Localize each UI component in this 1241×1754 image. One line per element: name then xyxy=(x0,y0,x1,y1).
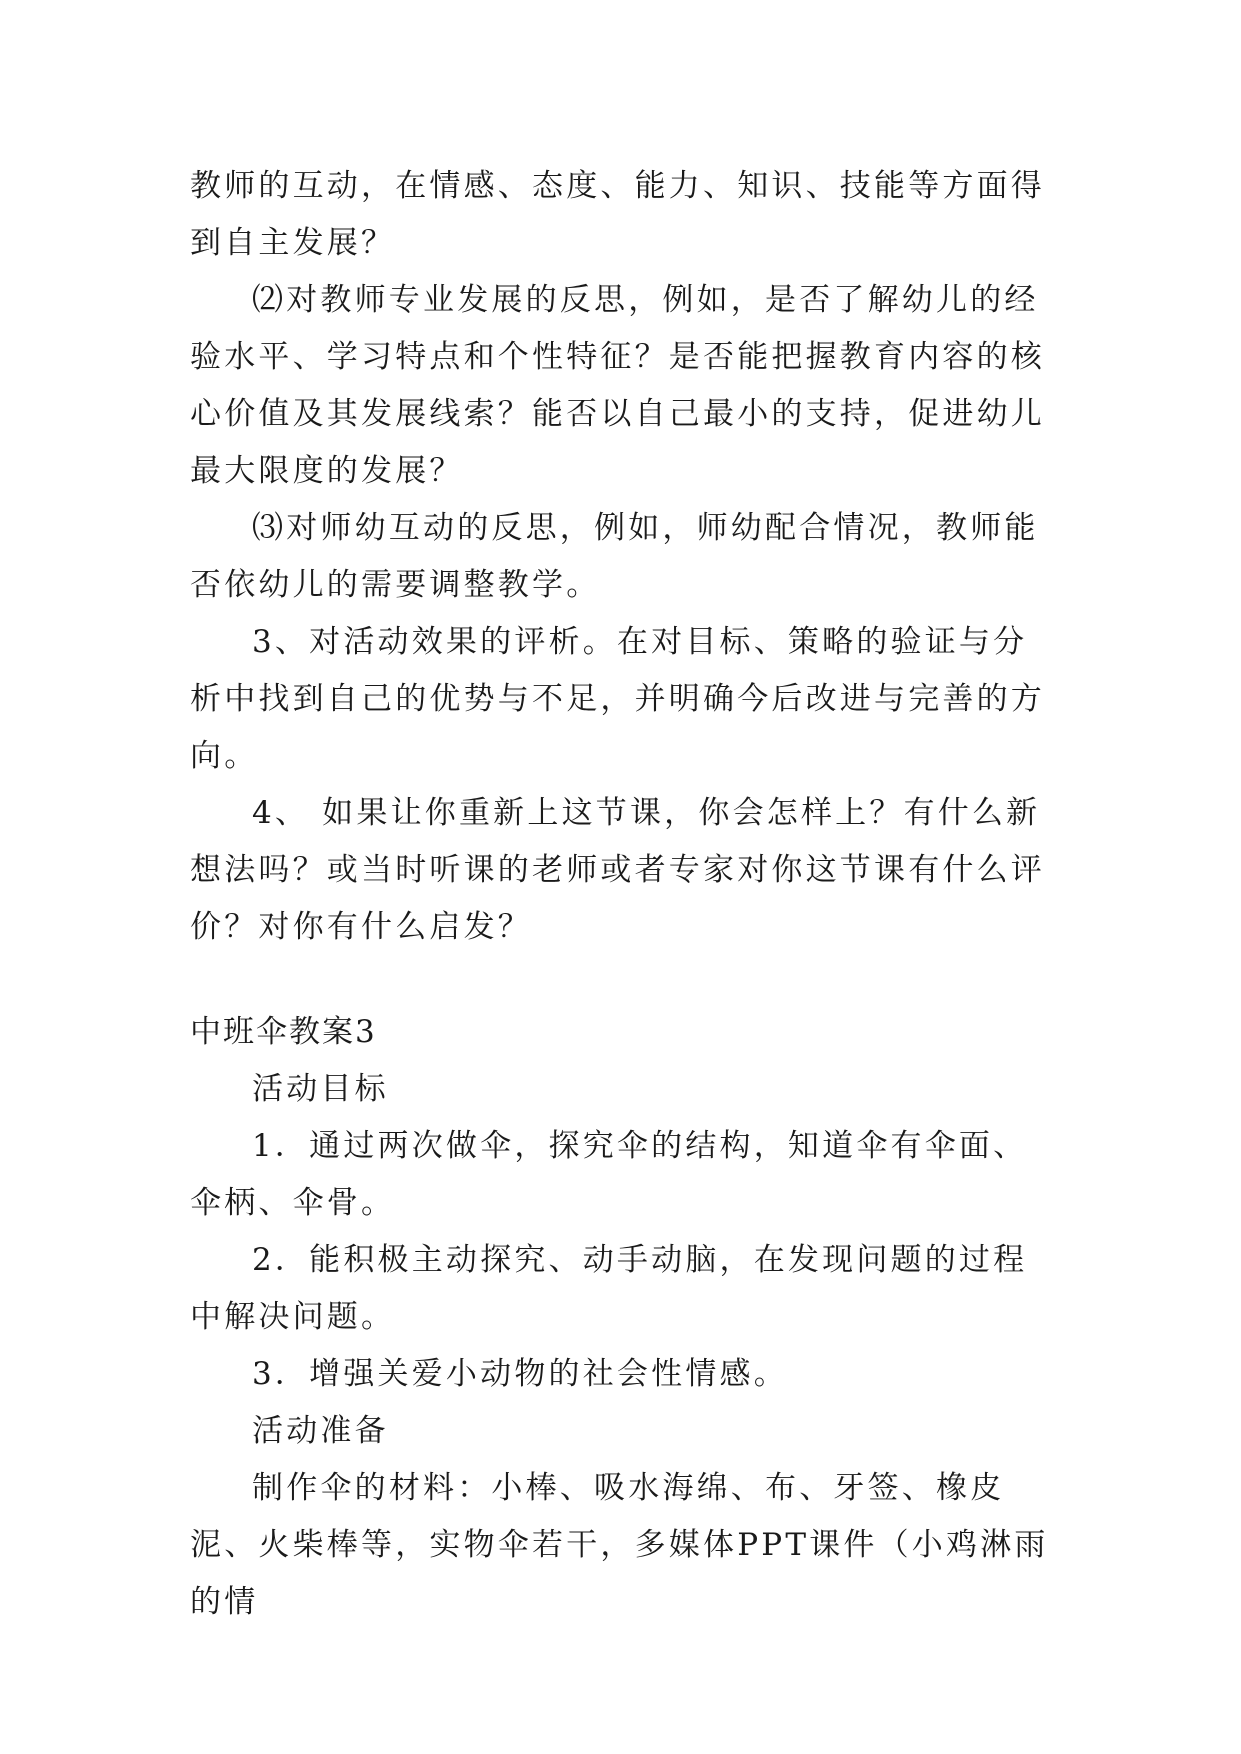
list-item: 2．能积极主动探究、动手动脑，在发现问题的过程中解决问题。 xyxy=(190,1242,1028,1335)
subheading-activity-goals: 活动目标 xyxy=(252,1071,389,1107)
section-title: 中班伞教案3 xyxy=(190,1014,377,1050)
paragraph: 制作伞的材料：小棒、吸水海绵、布、牙签、橡皮泥、火柴棒等，实物伞若干，多媒体PPT课件（小鸡淋雨的情 xyxy=(190,1470,1049,1620)
paragraph: ⑶对师幼互动的反思，例如，师幼配合情况，教师能否依幼儿的需要调整教学。 xyxy=(190,510,1039,603)
paragraph: 4、 如果让你重新上这节课，你会怎样上？有什么新想法吗？或当时听课的老师或者专家对你这节课有什么评价？对你有什么启发？ xyxy=(190,795,1045,945)
paragraph: 3、对活动效果的评析。在对目标、策略的验证与分析中找到自己的优势与不足，并明确今后改进与完善的方向。 xyxy=(190,624,1045,774)
subheading-activity-preparation: 活动准备 xyxy=(252,1413,389,1449)
section-spacer xyxy=(190,956,1060,1004)
list-item: 1．通过两次做伞，探究伞的结构，知道伞有伞面、伞柄、伞骨。 xyxy=(190,1128,1028,1221)
document-body xyxy=(190,158,1060,1631)
paragraph: ⑵对教师专业发展的反思，例如，是否了解幼儿的经验水平、学习特点和个性特征？是否能把握教育内容的核心价值及其发展线索？能否以自己最小的支持，促进幼儿最大限度的发展？ xyxy=(190,282,1045,489)
list-item: 3．增强关爱小动物的社会性情感。 xyxy=(252,1356,788,1392)
paragraph: 教师的互动，在情感、态度、能力、知识、技能等方面得到自主发展？ xyxy=(190,168,1045,261)
